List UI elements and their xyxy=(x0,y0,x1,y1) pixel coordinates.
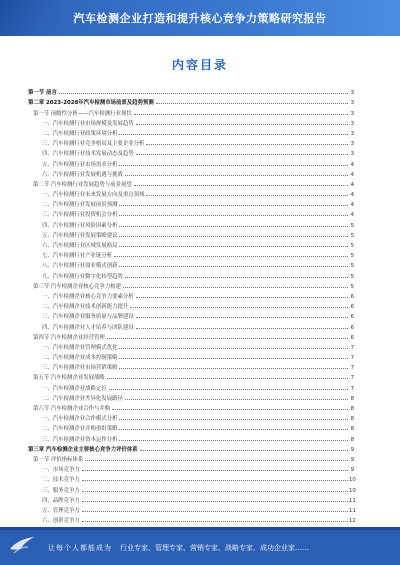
toc-leader-dots xyxy=(82,469,348,471)
toc-page-number: 8 xyxy=(350,436,354,443)
toc-entry-title: 第二章 2023-2028年汽车检测市场前景及趋势预测 xyxy=(28,100,154,107)
toc-leader-dots xyxy=(119,418,348,420)
toc-entry-title: 三、汽车检测行业竞争格局及主要企业分析 xyxy=(28,139,145,147)
toc-entry[interactable] xyxy=(28,381,354,391)
report-title: 汽车检测企业打造和提升核心竞争力策略研究报告 xyxy=(73,12,327,25)
toc-page-number: 3 xyxy=(350,141,354,148)
toc-entry-title: 五、管理竞争力 xyxy=(28,506,81,514)
toc-entry-title: 一、汽车检测企业核心竞争力要素分析 xyxy=(28,292,135,300)
toc-page-number: 8 xyxy=(350,416,354,423)
toc-entry[interactable] xyxy=(28,300,354,310)
toc-entry[interactable] xyxy=(28,504,354,514)
toc-leader-dots xyxy=(125,398,348,400)
toc-leader-dots xyxy=(82,479,348,481)
toc-page-number: 4 xyxy=(350,171,354,178)
toc-entry-title: 四、汽车检测行业技术发展动态及趋势 xyxy=(28,149,135,157)
toc-leader-dots xyxy=(119,265,348,267)
toc-entry-title: 三、汽车检测企业服务质量与品牌建设 xyxy=(28,312,135,320)
toc-leader-dots xyxy=(125,174,348,176)
toc-leader-dots xyxy=(119,214,348,216)
toc-leader-dots xyxy=(134,184,348,186)
toc-leader-dots xyxy=(119,204,348,206)
toc-page-number: 5 xyxy=(350,243,354,249)
toc-page-number: 9 xyxy=(350,456,354,463)
toc-entry[interactable] xyxy=(28,473,354,483)
toc-entry-title: 六、汽车检测行业区域发展格局 xyxy=(28,241,118,249)
footer-roles: 行业专家、管理专家、营销专家、战略专家、成功企业家…… xyxy=(120,544,309,552)
toc-entry[interactable] xyxy=(28,269,354,279)
toc-leader-dots xyxy=(136,316,348,318)
toc-entry-title: 三、汽车检测行业投资机会分析 xyxy=(28,210,118,218)
toc-entry[interactable] xyxy=(28,127,354,137)
toc-entry[interactable] xyxy=(28,229,354,239)
toc-leader-dots xyxy=(107,337,348,339)
toc-entry-title: 七、汽车检测行业产业链分析 xyxy=(28,251,113,259)
toc-page-number: 5 xyxy=(350,222,354,229)
toc-entry-title: 第一节 前言 xyxy=(28,90,57,97)
toc-leader-dots xyxy=(119,133,348,135)
toc-page-number: 5 xyxy=(350,283,354,290)
toc-leader-dots xyxy=(114,255,348,257)
toc-page-number: 7 xyxy=(350,385,354,392)
toc-entry-title: 三、汽车检测企业市场营销策略 xyxy=(28,363,118,371)
header-banner xyxy=(0,0,400,36)
toc-entry[interactable] xyxy=(28,147,354,157)
toc-entry[interactable] xyxy=(28,198,354,208)
toc-entry[interactable] xyxy=(28,117,354,127)
toc-page-number: 12 xyxy=(349,518,356,525)
toc-leader-dots xyxy=(119,164,348,166)
toc-page-number: 3 xyxy=(350,151,354,158)
toc-entry[interactable] xyxy=(28,331,354,341)
toc-page-number: 7 xyxy=(350,365,354,372)
footer-stripe xyxy=(0,527,400,530)
toc-entry-title: 四、汽车检测行业风险因素分析 xyxy=(28,221,118,229)
toc-leader-dots xyxy=(146,143,348,145)
toc-entry-title: 五、汽车检测行业市场需求分析 xyxy=(28,160,118,168)
toc-entry-title: 五、汽车检测行业发展策略建议 xyxy=(28,231,118,239)
toc-page-number: 11 xyxy=(349,507,356,514)
toc-entry[interactable] xyxy=(28,341,354,351)
toc-page-number: 7 xyxy=(350,355,354,362)
toc-entry-title: 四、品牌竞争力 xyxy=(28,496,81,504)
toc-leader-dots xyxy=(82,510,348,512)
toc-leader-dots xyxy=(136,123,348,125)
toc-entry[interactable] xyxy=(28,96,354,106)
toc-entry[interactable] xyxy=(28,310,354,320)
toc-leader-dots xyxy=(107,377,348,379)
toc-entry[interactable] xyxy=(28,259,354,269)
toc-leader-dots xyxy=(59,92,348,94)
toc-entry-title: 第六节 汽车检测企业合作与并购 xyxy=(28,404,111,412)
toc-leader-dots xyxy=(146,194,348,196)
toc-page-number: 5 xyxy=(350,232,354,239)
toc-entry-title: 八、汽车检测行业商业模式创新 xyxy=(28,261,118,269)
toc-page-number: 6 xyxy=(350,304,354,311)
toc-page-number: 8 xyxy=(350,426,354,433)
toc-entry-title: 一、汽车检测行业未来发展方向及重点领域 xyxy=(28,190,145,198)
toc-page-number: 7 xyxy=(350,344,354,351)
toc-entry[interactable] xyxy=(28,86,354,96)
toc-entry[interactable] xyxy=(28,443,354,453)
toc-entry[interactable] xyxy=(28,392,354,402)
toc-entry[interactable] xyxy=(28,157,354,167)
toc-entry-title: 二、汽车检测企业成本控制策略 xyxy=(28,353,118,361)
toc-heading: 内容目录 xyxy=(171,58,228,72)
toc-entry[interactable] xyxy=(28,249,354,259)
toc-entry[interactable] xyxy=(28,351,354,361)
toc-entry-title: 第一节 评价指标体系 xyxy=(28,455,84,463)
toc-page-number: 3 xyxy=(350,90,354,97)
toc-leader-dots xyxy=(82,500,348,502)
toc-entry-title: 第一节 前瞻性分析——汽车检测行业现状 xyxy=(28,109,133,117)
toc-page-number: 4 xyxy=(350,192,354,199)
toc-entry[interactable] xyxy=(28,137,354,147)
toc-page-number: 3 xyxy=(350,100,354,107)
toc-entry[interactable] xyxy=(28,402,354,412)
toc-leader-dots xyxy=(130,306,348,308)
toc-entry[interactable] xyxy=(28,432,354,442)
toc-entry-title: 一、汽车检测企业战略定位 xyxy=(28,384,108,392)
toc-entry[interactable] xyxy=(28,178,354,188)
toc-page-number: 9 xyxy=(350,446,354,453)
toc-page-number: 4 xyxy=(350,212,354,219)
toc-page-number: 6 xyxy=(350,293,354,300)
toc-entry-title: 一、汽车检测企业合作模式分析 xyxy=(28,414,118,422)
toc-page-number: 5 xyxy=(350,253,354,260)
toc-leader-dots xyxy=(119,367,348,369)
toc-entry[interactable] xyxy=(28,320,354,330)
toc-page-number: 5 xyxy=(350,263,354,270)
toc-page-number: 10 xyxy=(349,477,356,484)
toc-leader-dots xyxy=(119,347,348,349)
toc-entry[interactable] xyxy=(28,361,354,371)
toc-page-number: 4 xyxy=(350,161,354,168)
toc-leader-dots xyxy=(156,102,348,104)
toc-entry-title: 二、技术竞争力 xyxy=(28,475,81,483)
toc-leader-dots xyxy=(112,408,348,410)
toc-leader-dots xyxy=(82,490,348,492)
footer-banner xyxy=(0,527,400,565)
toc-entry[interactable] xyxy=(28,290,354,300)
toc-entry-title: 第二节 汽车检测行业发展趋势与前景展望 xyxy=(28,180,133,188)
toc-page-number: 8 xyxy=(350,395,354,402)
toc-entry-title: 四、汽车检测企业人才培养与团队建设 xyxy=(28,323,135,331)
toc-entry[interactable] xyxy=(28,422,354,432)
toc-entry-title: 三、汽车检测企业资本运作分析 xyxy=(28,435,118,443)
toc-leader-dots xyxy=(82,520,348,522)
toc-leader-dots xyxy=(136,327,348,329)
toc-entry-title: 二、汽车检测企业差异化发展路径 xyxy=(28,394,124,402)
toc-leader-dots xyxy=(125,276,348,278)
toc-page-number: 6 xyxy=(350,314,354,321)
toc-entry[interactable] xyxy=(28,463,354,473)
toc-entry-title: 二、汽车检测行业发展前景预测 xyxy=(28,200,118,208)
toc-entry-title: 三、服务竞争力 xyxy=(28,486,81,494)
toc-leader-dots xyxy=(119,428,348,430)
toc-page-number: 6 xyxy=(350,324,354,331)
toc-entry-title: 第四节 汽车检测企业经营管理 xyxy=(28,333,106,341)
toc-entry[interactable] xyxy=(28,412,354,422)
toc-entry[interactable] xyxy=(28,280,354,290)
toc-page-number: 3 xyxy=(350,130,354,137)
toc-entry-title: 九、汽车检测行业数字化转型趋势 xyxy=(28,272,124,280)
footer-slogan: 让每个人都能成为 xyxy=(48,544,112,552)
toc-entry-title: 二、汽车检测企业技术创新能力提升 xyxy=(28,302,129,310)
toc-entry[interactable] xyxy=(28,106,354,116)
toc-entry[interactable] xyxy=(28,453,354,463)
toc-entry-title: 一、汽车检测企业管理模式优化 xyxy=(28,343,118,351)
toc-entry-title: 第五节 汽车检测企业发展战略 xyxy=(28,373,106,381)
toc-leader-dots xyxy=(119,245,348,247)
toc-entry-title: 六、汽车检测行业发展机遇与挑战 xyxy=(28,170,124,178)
toc-entry[interactable] xyxy=(28,514,354,524)
toc-leader-dots xyxy=(134,113,348,115)
toc-leader-dots xyxy=(85,459,348,461)
toc-page-number: 3 xyxy=(350,120,354,127)
toc-entry-title: 第三章 汽车检测企业主要核心竞争力评价体系 xyxy=(28,446,138,453)
toc-leader-dots xyxy=(119,235,348,237)
toc-entry-title: 一、市场竞争力 xyxy=(28,465,81,473)
toc-entry-title: 二、汽车检测企业并购重组策略 xyxy=(28,424,118,432)
toc-leader-dots xyxy=(140,449,348,451)
toc-leader-dots xyxy=(136,153,348,155)
toc-page-number: 4 xyxy=(350,181,354,188)
toc-entry[interactable] xyxy=(28,188,354,198)
toc-entry[interactable] xyxy=(28,168,354,178)
toc-page-number: 10 xyxy=(349,487,356,494)
toc-leader-dots xyxy=(119,357,348,359)
toc-leader-dots xyxy=(119,439,348,441)
toc-leader-dots xyxy=(119,225,348,227)
toc-entry[interactable] xyxy=(28,494,354,504)
toc-entry[interactable] xyxy=(28,239,354,249)
toc-page-number: 8 xyxy=(350,406,354,412)
toc-entry-title: 一、汽车检测行业市场规模及发展趋势 xyxy=(28,119,135,127)
toc-entry[interactable] xyxy=(28,208,354,218)
bird-icon xyxy=(8,535,36,557)
toc-entry-title: 第三节 汽车检测企业核心竞争力构建 xyxy=(28,282,122,290)
table-of-contents xyxy=(28,86,354,524)
toc-entry[interactable] xyxy=(28,483,354,493)
toc-page-number: 7 xyxy=(350,375,354,382)
toc-entry[interactable] xyxy=(28,371,354,381)
toc-leader-dots xyxy=(109,388,348,390)
toc-entry-title: 二、汽车检测行业政策环境分析 xyxy=(28,129,118,137)
toc-page-number: 6 xyxy=(350,334,354,341)
toc-leader-dots xyxy=(123,286,348,288)
toc-page-number: 9 xyxy=(350,467,354,474)
toc-page-number: 11 xyxy=(349,497,356,504)
toc-page-number: 4 xyxy=(350,202,354,209)
toc-page-number: 3 xyxy=(350,110,354,117)
toc-entry[interactable] xyxy=(28,218,354,228)
toc-leader-dots xyxy=(136,296,348,298)
toc-page-number: 5 xyxy=(350,273,354,280)
toc-entry-title: 六、创新竞争力 xyxy=(28,516,81,524)
